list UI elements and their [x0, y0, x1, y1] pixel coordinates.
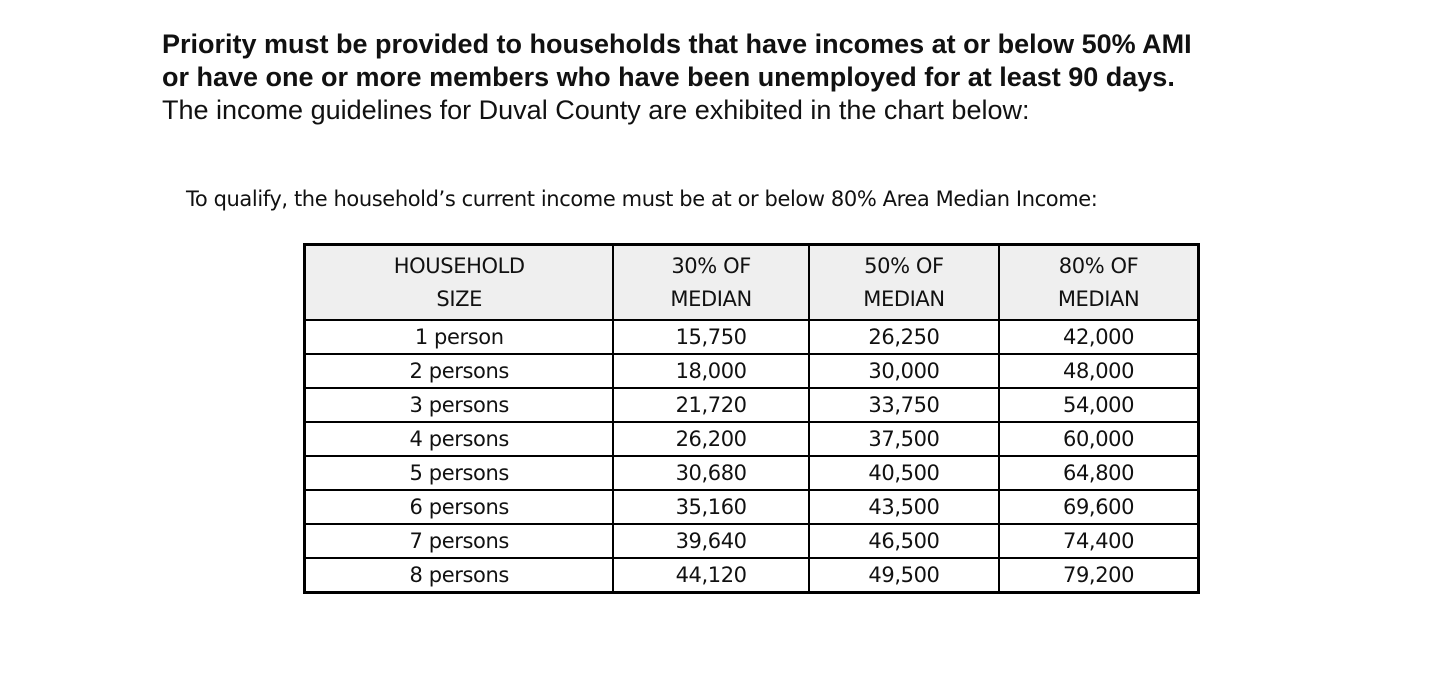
table-header-row — [305, 245, 1199, 321]
income-80-cell: 48,000 — [999, 354, 1198, 388]
income-50-cell: 30,000 — [809, 354, 999, 388]
income-30-cell: 44,120 — [613, 558, 808, 593]
header-household-size: HOUSEHOLD SIZE — [305, 245, 614, 321]
household-size-cell: 4 persons — [305, 422, 614, 456]
income-80-cell: 60,000 — [999, 422, 1198, 456]
income-80-cell: 64,800 — [999, 456, 1198, 490]
table-row — [305, 490, 1199, 524]
guidelines-line: The income guidelines for Duval County are exhibited in the chart below: — [162, 95, 1030, 125]
income-50-cell: 26,250 — [809, 320, 999, 354]
income-80-cell: 69,600 — [999, 490, 1198, 524]
header-50-percent-median: 50% OF MEDIAN — [809, 245, 999, 321]
header-80-percent-median: 80% OF MEDIAN — [999, 245, 1198, 321]
table-row — [305, 558, 1199, 593]
household-size-cell: 2 persons — [305, 354, 614, 388]
table-row — [305, 388, 1199, 422]
household-size-cell: 3 persons — [305, 388, 614, 422]
income-30-cell: 18,000 — [613, 354, 808, 388]
table-row — [305, 354, 1199, 388]
household-size-cell: 5 persons — [305, 456, 614, 490]
income-50-cell: 46,500 — [809, 524, 999, 558]
household-size-cell: 1 person — [305, 320, 614, 354]
income-80-cell: 42,000 — [999, 320, 1198, 354]
household-size-cell: 6 persons — [305, 490, 614, 524]
table-row — [305, 320, 1199, 354]
income-30-cell: 39,640 — [613, 524, 808, 558]
qualify-statement: To qualify, the household’s current income must be at or below 80% Area Median Income: — [186, 187, 1098, 211]
income-50-cell: 33,750 — [809, 388, 999, 422]
household-size-cell: 8 persons — [305, 558, 614, 593]
priority-line-2: or have one or more members who have been unemployed for at least 90 days. — [162, 62, 1175, 92]
table-row — [305, 422, 1199, 456]
income-50-cell: 49,500 — [809, 558, 999, 593]
income-80-cell: 74,400 — [999, 524, 1198, 558]
income-30-cell: 21,720 — [613, 388, 808, 422]
income-80-cell: 79,200 — [999, 558, 1198, 593]
income-30-cell: 35,160 — [613, 490, 808, 524]
table-row — [305, 456, 1199, 490]
table-row — [305, 524, 1199, 558]
intro-paragraph — [162, 28, 1362, 127]
household-size-cell: 7 persons — [305, 524, 614, 558]
income-30-cell: 26,200 — [613, 422, 808, 456]
income-50-cell: 43,500 — [809, 490, 999, 524]
income-guidelines-table — [303, 243, 1200, 594]
income-30-cell: 30,680 — [613, 456, 808, 490]
income-80-cell: 54,000 — [999, 388, 1198, 422]
income-50-cell: 40,500 — [809, 456, 999, 490]
income-30-cell: 15,750 — [613, 320, 808, 354]
income-50-cell: 37,500 — [809, 422, 999, 456]
header-30-percent-median: 30% OF MEDIAN — [613, 245, 808, 321]
priority-line-1: Priority must be provided to households that have incomes at or below 50% AMI — [162, 29, 1192, 59]
